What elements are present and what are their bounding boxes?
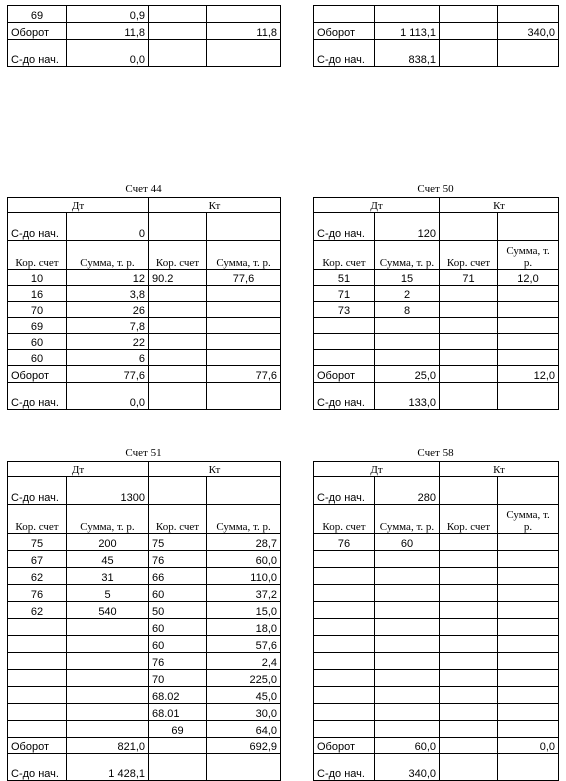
start-balance-value: 120 bbox=[375, 213, 440, 241]
table-row-sum: 45 bbox=[67, 551, 149, 568]
col-header-sum: Сумма, т. р. bbox=[207, 241, 281, 270]
table-row-sum: 45,0 bbox=[207, 687, 281, 704]
table-row-sum: 30,0 bbox=[207, 704, 281, 721]
table-row-acc: 90.2 bbox=[149, 270, 207, 286]
end-balance-label: С-до нач. bbox=[314, 40, 375, 67]
table-row-acc: 76 bbox=[149, 551, 207, 568]
end-balance-label: С-до нач. bbox=[8, 383, 67, 410]
table-row-sum: 15,0 bbox=[207, 602, 281, 619]
credit-header: Кт bbox=[149, 198, 281, 213]
col-header-account: Кор. счет bbox=[314, 241, 375, 270]
table-row-sum: 60 bbox=[375, 534, 440, 551]
col-header-account: Кор. счет bbox=[440, 505, 498, 534]
account-table-top-left bbox=[7, 5, 281, 67]
table-row-acc: 68.02 bbox=[149, 687, 207, 704]
table-row-sum: 22 bbox=[67, 334, 149, 350]
start-balance-label: С-до нач. bbox=[314, 213, 375, 241]
table-row-acc: 66 bbox=[149, 568, 207, 585]
table-row-acc: 62 bbox=[8, 602, 67, 619]
table-row-sum: 3,8 bbox=[67, 286, 149, 302]
credit-header: Кт bbox=[440, 198, 559, 213]
end-balance-value: 1 428,1 bbox=[67, 754, 149, 781]
turnover-label: Оборот bbox=[314, 738, 375, 754]
turnover-debit: 1 113,1 bbox=[375, 23, 440, 40]
table-row-sum: 28,7 bbox=[207, 534, 281, 551]
turnover-credit: 692,9 bbox=[207, 738, 281, 754]
turnover-debit: 77,6 bbox=[67, 366, 149, 383]
col-header-account: Кор. счет bbox=[440, 241, 498, 270]
credit-header: Кт bbox=[149, 462, 281, 477]
turnover-label: Оборот bbox=[314, 23, 375, 40]
table-row-acc: 60 bbox=[8, 350, 67, 366]
turnover-debit: 11,8 bbox=[67, 23, 149, 40]
debit-header: Дт bbox=[8, 198, 149, 213]
account-table-50 bbox=[313, 197, 559, 410]
account-table-51 bbox=[7, 461, 281, 781]
turnover-credit: 340,0 bbox=[498, 23, 559, 40]
account-title: Счет 50 bbox=[417, 183, 454, 195]
table-row-sum: 12 bbox=[67, 270, 149, 286]
end-balance-label: С-до нач. bbox=[314, 383, 375, 410]
table-row-sum: 6 bbox=[67, 350, 149, 366]
table-row-acc: 75 bbox=[8, 534, 67, 551]
table-row-sum: 57,6 bbox=[207, 636, 281, 653]
table-row-sum: 225,0 bbox=[207, 670, 281, 687]
col-header-sum: Сумма, т. р. bbox=[498, 241, 559, 270]
turnover-credit: 0,0 bbox=[498, 738, 559, 754]
table-row-acc: 60 bbox=[149, 619, 207, 636]
table-row-acc: 71 bbox=[314, 286, 375, 302]
table-row-acc: 76 bbox=[8, 585, 67, 602]
table-row-sum: 5 bbox=[67, 585, 149, 602]
account-table-44 bbox=[7, 197, 281, 410]
table-row-acc: 51 bbox=[314, 270, 375, 286]
table-row-sum: 37,2 bbox=[207, 585, 281, 602]
account-title: Счет 58 bbox=[417, 447, 454, 459]
table-row-acc: 76 bbox=[149, 653, 207, 670]
start-balance-label: С-до нач. bbox=[8, 477, 67, 505]
table-row-sum: 64,0 bbox=[207, 721, 281, 738]
debit-header: Дт bbox=[314, 462, 440, 477]
end-balance-label: С-до нач. bbox=[314, 754, 375, 781]
table-row-sum: 77,6 bbox=[207, 270, 281, 286]
table-row-acc: 70 bbox=[8, 302, 67, 318]
table-row-sum: 15 bbox=[375, 270, 440, 286]
end-balance-value: 133,0 bbox=[375, 383, 440, 410]
start-balance-label: С-до нач. bbox=[314, 477, 375, 505]
col-header-account: Кор. счет bbox=[149, 505, 207, 534]
table-row-acc: 76 bbox=[314, 534, 375, 551]
credit-header: Кт bbox=[440, 462, 559, 477]
end-balance-label: С-до нач. bbox=[8, 754, 67, 781]
table-row-sum: 60,0 bbox=[207, 551, 281, 568]
turnover-debit: 60,0 bbox=[375, 738, 440, 754]
table-row-acc: 75 bbox=[149, 534, 207, 551]
table-row-acc: 50 bbox=[149, 602, 207, 619]
table-row-sum: 2 bbox=[375, 286, 440, 302]
turnover-debit: 821,0 bbox=[67, 738, 149, 754]
table-row-sum: 540 bbox=[67, 602, 149, 619]
table-row-acc: 16 bbox=[8, 286, 67, 302]
table-row-acc: 70 bbox=[149, 670, 207, 687]
account-title: Счет 51 bbox=[125, 447, 162, 459]
col-header-sum: Сумма, т. р. bbox=[67, 241, 149, 270]
turnover-debit: 25,0 bbox=[375, 366, 440, 383]
col-header-sum: Сумма, т. р. bbox=[375, 505, 440, 534]
debit-header: Дт bbox=[8, 462, 149, 477]
turnover-label: Оборот bbox=[8, 366, 67, 383]
table-row-sum: 7,8 bbox=[67, 318, 149, 334]
start-balance-value: 1300 bbox=[67, 477, 149, 505]
table-row-sum: 26 bbox=[67, 302, 149, 318]
table-row-sum: 31 bbox=[67, 568, 149, 585]
col-header-sum: Сумма, т. р. bbox=[498, 505, 559, 534]
turnover-credit: 12,0 bbox=[498, 366, 559, 383]
table-row-acc: 60 bbox=[149, 636, 207, 653]
account-table-top-right bbox=[313, 5, 559, 67]
table-row-sum: 18,0 bbox=[207, 619, 281, 636]
col-header-sum: Сумма, т. р. bbox=[67, 505, 149, 534]
table-row-acc: 60 bbox=[149, 585, 207, 602]
turnover-label: Оборот bbox=[314, 366, 375, 383]
turnover-label: Оборот bbox=[8, 738, 67, 754]
table-row-acc: 62 bbox=[8, 568, 67, 585]
table-row-sum: 200 bbox=[67, 534, 149, 551]
table-row-acc: 69 bbox=[8, 318, 67, 334]
turnover-label: Оборот bbox=[8, 23, 67, 40]
col-header-sum: Сумма, т. р. bbox=[375, 241, 440, 270]
start-balance-value: 0 bbox=[67, 213, 149, 241]
col-header-sum: Сумма, т. р. bbox=[207, 505, 281, 534]
table-row-acc: 71 bbox=[440, 270, 498, 286]
end-balance-value: 838,1 bbox=[375, 40, 440, 67]
table-row-acc: 67 bbox=[8, 551, 67, 568]
end-balance-label: С-до нач. bbox=[8, 40, 67, 67]
corr-account: 69 bbox=[8, 6, 67, 23]
col-header-account: Кор. счет bbox=[149, 241, 207, 270]
start-balance-label: С-до нач. bbox=[8, 213, 67, 241]
table-row-sum: 2,4 bbox=[207, 653, 281, 670]
account-table-58 bbox=[313, 461, 559, 781]
table-row-sum: 110,0 bbox=[207, 568, 281, 585]
table-row-sum: 8 bbox=[375, 302, 440, 318]
table-row-acc: 68.01 bbox=[149, 704, 207, 721]
table-row-acc: 10 bbox=[8, 270, 67, 286]
turnover-credit: 11,8 bbox=[207, 23, 281, 40]
end-balance-value: 0,0 bbox=[67, 40, 149, 67]
table-row-acc: 73 bbox=[314, 302, 375, 318]
start-balance-value: 280 bbox=[375, 477, 440, 505]
amount: 0,9 bbox=[67, 6, 149, 23]
col-header-account: Кор. счет bbox=[314, 505, 375, 534]
table-row-acc: 60 bbox=[8, 334, 67, 350]
table-row-acc: 69 bbox=[149, 721, 207, 738]
account-title: Счет 44 bbox=[125, 183, 162, 195]
col-header-account: Кор. счет bbox=[8, 241, 67, 270]
end-balance-value: 340,0 bbox=[375, 754, 440, 781]
end-balance-value: 0,0 bbox=[67, 383, 149, 410]
turnover-credit: 77,6 bbox=[207, 366, 281, 383]
debit-header: Дт bbox=[314, 198, 440, 213]
table-row-sum: 12,0 bbox=[498, 270, 559, 286]
col-header-account: Кор. счет bbox=[8, 505, 67, 534]
